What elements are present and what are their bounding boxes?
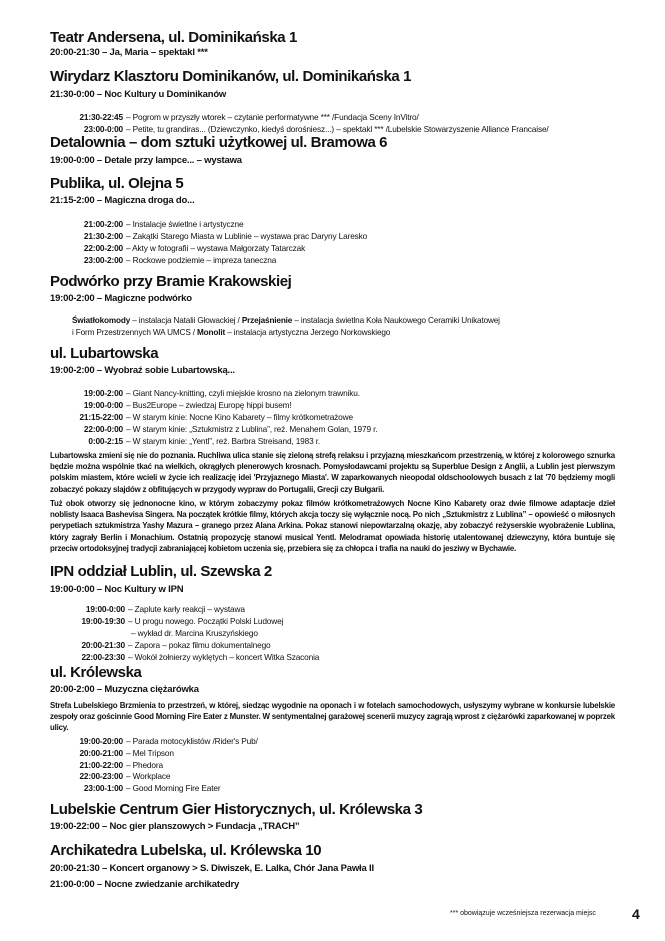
event-text: – Zakątki Starego Miasta w Lublinie – wystawa prac Daryny Laresko <box>126 231 368 241</box>
event-text: – Akty w fotografii – wystawa Małgorzaty Tatarczak <box>126 243 306 253</box>
venue-heading: ul. Królewska <box>50 664 142 681</box>
event-text: – W starym kinie: „Sztukmistrz z Lublina”, reż. Menahem Golan, 1979 r. <box>126 424 378 434</box>
installations-line <box>72 327 390 339</box>
event-main: 19:00-0:00 – Noc Kultury w IPN <box>50 584 184 595</box>
event-item <box>0 435 320 447</box>
event-time: 21:30-22:45 <box>79 112 123 122</box>
event-item <box>0 615 283 627</box>
installation-name: Przejaśnienie <box>241 316 293 325</box>
event-main: 19:00-2:00 – Wyobraź sobie Lubartowską... <box>50 365 235 376</box>
event-item <box>0 603 245 615</box>
installation-text: i Form Przestrzennych WA UMCS / <box>72 328 198 337</box>
event-item <box>0 242 305 254</box>
event-time: 19:00-0:00 <box>85 604 125 614</box>
event-item <box>0 423 377 435</box>
event-time: 22:00-23:00 <box>79 771 123 781</box>
installation-name: Światłokomody <box>72 316 131 325</box>
event-text: – W starym kinie: Nocne Kino Kabarety – filmy krótkometrażowe <box>126 412 353 422</box>
event-text: – U progu nowego. Początki Polski Ludowej <box>128 616 284 626</box>
event-main: 20:00-21:30 – Koncert organowy > S. Diwiszek, E. Lalka, Chór Jana Pawła II <box>50 863 374 874</box>
event-item <box>0 747 174 759</box>
event-item <box>0 399 292 411</box>
event-text: – Zapora – pokaz filmu dokumentalnego <box>128 640 271 650</box>
event-item <box>0 651 319 663</box>
venue-heading: Publika, ul. Olejna 5 <box>50 175 184 192</box>
event-time: 19:00-0:00 <box>83 400 123 410</box>
event-main: 21:00-0:00 – Nocne zwiedzanie archikatedry <box>50 879 240 890</box>
description-paragraph: Tuż obok otworzy się jednonocne kino, w którym zobaczymy pokaz filmów krótkometrażowych Nocne Kino Kabarety oraz dwie filmowe adaptacje dzieł noblisty Isaaca Bashevisa Singera. Na początek krótkie filmy, których akcja toczy się wyłącznie nocą. Po nich „Sztukmistrz z Lublina” – opowieść o miłosnych perypetiach sztukmistrza Yashy Mazura – granego przez Alana Arkina. Pokaz stanowi niepowtarzalną okazję, aby zobaczyć reżyserskie wyobrażenie Lublina, który zagrały Berlin i Monachium. Ostatnią propozycję stanowi musical Yentl. Melodramat opowiada historię utalentowanej dziewczyny, która buntuje się przeciw ortodoksyjnej tradycji zabraniającej kobietom uczenia się, przebiera się za chłopca i trafia na nauki do jesziwy w Bychawie. <box>50 499 615 553</box>
event-time: 21:00-2:00 <box>83 219 123 229</box>
event-text: – Petite, tu grandiras... (Dziewczynko, kiedyś dorośniesz...) – spektakl *** /Lubelskie Stowarzyszenie Alliance Francaise/ <box>126 124 549 134</box>
installation-name: Monolit <box>197 328 226 337</box>
installation-text: – instalacja artystyczna Jerzego Norkowskiego <box>225 328 391 337</box>
event-main: 20:00-2:00 – Muzyczna ciężarówka <box>50 684 199 695</box>
event-time: 22:00-23:30 <box>81 652 125 662</box>
event-text: – Workplace <box>126 771 171 781</box>
event-time: 23:00-2:00 <box>83 255 123 265</box>
event-text: – Phedora <box>126 760 163 770</box>
venue-heading: Detalownia – dom sztuki użytkowej ul. Bramowa 6 <box>50 134 388 151</box>
event-main: 21:15-2:00 – Magiczna droga do... <box>50 195 195 206</box>
installation-text: – instalacja Natalii Głowackiej / <box>130 316 242 325</box>
event-item <box>0 639 271 651</box>
venue-heading: Wirydarz Klasztoru Dominikanów, ul. Dominikańska 1 <box>50 68 412 85</box>
event-text: – Bus2Europe – zwiedzaj Europę hippi busem! <box>126 400 292 410</box>
event-time: 22:00-0:00 <box>83 424 123 434</box>
event-item-continuation <box>131 627 258 639</box>
event-main: 19:00-2:00 – Magiczne podwórko <box>50 293 192 304</box>
event-time: 20:00-21:30 <box>81 640 125 650</box>
event-time: 22:00-2:00 <box>83 243 123 253</box>
event-text: – Wokół żołnierzy wyklętych – koncert Witka Szaconia <box>128 652 320 662</box>
event-item <box>0 230 367 242</box>
venue-heading: Podwórko przy Bramie Krakowskiej <box>50 273 292 290</box>
installation-text: – instalacja świetlna Koła Naukowego Ceramiki Unikatowej <box>292 316 500 325</box>
description-paragraph: Strefa Lubelskiego Brzmienia to przestrzeń, w której, siedząc wygodnie na oponach i w fotelach samochodowych, usłyszymy wybrane w konkursie lubelskie zespoły oraz gościnnie Good Morning Fire Eater z Munster. W sentymentalnej garażowej scenerii muzycy zagrają wprost z ciężarówki zaparkowanej w poprzek ulicy. <box>50 701 615 733</box>
event-time: 23:00-1:00 <box>83 783 123 793</box>
event-time: 19:00-19:30 <box>81 616 125 626</box>
event-text: – Instalacje świetlne i artystyczne <box>126 219 244 229</box>
event-time: 19:00-2:00 <box>83 388 123 398</box>
event-main: 19:00-22:00 – Noc gier planszowych > Fundacja „TRACH” <box>50 821 300 832</box>
event-item <box>0 770 170 782</box>
event-item <box>0 782 220 794</box>
event-text: – Giant Nancy-knitting, czyli miejskie krosno na zielonym trawniku. <box>126 388 360 398</box>
event-text: – Rockowe podziemie – impreza taneczna <box>126 255 277 265</box>
event-time: 0:00-2:15 <box>88 436 123 446</box>
installations-line <box>72 315 500 327</box>
event-time: 20:00-21:00 <box>79 748 123 758</box>
event-main: 21:30-0:00 – Noc Kultury u Dominikanów <box>50 89 227 100</box>
event-item <box>0 411 353 423</box>
event-main: 19:00-0:00 – Detale przy lampce... – wystawa <box>50 155 242 166</box>
event-text: – Zaplute karły reakcji – wystawa <box>128 604 245 614</box>
reservation-note: *** obowiązuje wcześniejsza rezerwacja miejsc <box>450 910 596 917</box>
venue-heading: ul. Lubartowska <box>50 345 159 362</box>
venue-heading: Lubelskie Centrum Gier Historycznych, ul. Królewska 3 <box>50 801 423 818</box>
event-main: 20:00-21:30 – Ja, Maria – spektakl *** <box>50 47 208 58</box>
event-item <box>0 218 243 230</box>
venue-heading: Teatr Andersena, ul. Dominikańska 1 <box>50 29 297 46</box>
event-item <box>0 387 360 399</box>
event-time: 21:15-22:00 <box>79 412 123 422</box>
event-text: – Mel Tripson <box>126 748 174 758</box>
event-text: – Parada motocyklistów /Rider's Pub/ <box>126 736 258 746</box>
event-time: 23:00-0:00 <box>83 124 123 134</box>
event-text: – W starym kinie: „Yentl”, reż. Barbra Streisand, 1983 r. <box>126 436 321 446</box>
event-time: 21:30-2:00 <box>83 231 123 241</box>
venue-heading: IPN oddział Lublin, ul. Szewska 2 <box>50 563 272 580</box>
event-item <box>0 735 258 747</box>
event-text: – Pogrom w przyszły wtorek – czytanie performatywne *** /Fundacja Sceny InVitro/ <box>126 112 419 122</box>
page-number: 4 <box>632 906 640 922</box>
description-paragraph: Lubartowska zmieni się nie do poznania. Ruchliwa ulica stanie się zieloną strefą relaksu i przyjazną mieszkańcom przestrzenią, w której z kolorowego sznurka będzie można wspólnie tkać na wielkich, okrągłych plenerowych krosnach. Pomysłodawcami projektu są Superblue Design z Anglii, a Lublin jest pierwszym polskim miastem, które wcieli w życie ich realizację idei 'Przyjaznego Miasta'. W zaparkowanych nieopodal oldschoolowych busach z lat '70 będziemy mogli zobaczyć pokazy slajdów z obfitujących w przygody wypraw do Portugalii, Grecji czy Bułgarii. <box>50 451 615 494</box>
event-item <box>0 111 419 123</box>
venue-heading: Archikatedra Lubelska, ul. Królewska 10 <box>50 842 322 859</box>
event-text: – Good Morning Fire Eater <box>126 783 221 793</box>
event-time: 19:00-20:00 <box>79 736 123 746</box>
event-item <box>0 254 276 266</box>
event-time: 21:00-22:00 <box>79 760 123 770</box>
event-text: – wykład dr. Marcina Kruszyńskiego <box>131 628 258 638</box>
